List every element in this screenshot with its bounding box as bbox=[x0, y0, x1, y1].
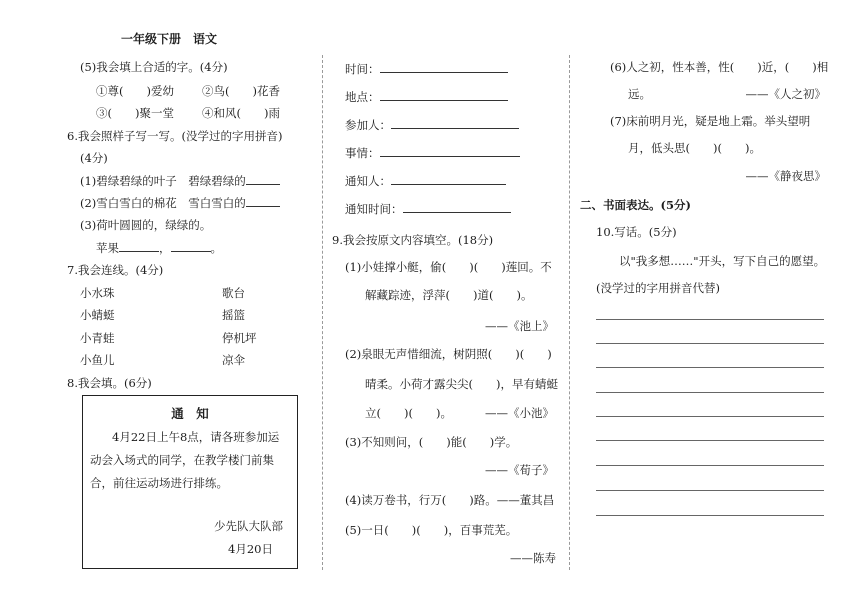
q6-line-2: (2)雪白雪白的棉花 雪白雪白的 bbox=[80, 195, 280, 211]
column-divider-1 bbox=[322, 55, 323, 570]
writing-line[interactable] bbox=[596, 367, 824, 368]
blank-line[interactable] bbox=[380, 100, 508, 101]
blank-line[interactable] bbox=[380, 72, 508, 73]
q9-p3-source: ——《荀子》 bbox=[485, 463, 554, 477]
blank-line[interactable] bbox=[119, 251, 159, 252]
q7-left-2[interactable]: 小蜻蜓 bbox=[80, 308, 115, 322]
q9-p5-source: ——陈寿 bbox=[510, 551, 556, 565]
header-subject: 语文 bbox=[193, 32, 218, 46]
writing-line[interactable] bbox=[596, 490, 824, 491]
blank-line[interactable] bbox=[403, 212, 511, 213]
q9-p6-line-2: 远。 bbox=[628, 87, 651, 101]
q9-p6-line-1: (6)人之初，性本善，性( )近，( )相 bbox=[610, 60, 829, 74]
notice-line-1: 4月22日上午8点，请各班参加运 bbox=[112, 430, 280, 444]
q5-item-3: ③( )聚一堂 bbox=[96, 106, 174, 120]
writing-line[interactable] bbox=[596, 392, 824, 393]
q9-p2-line-1: (2)泉眼无声惜细流，树阴照( )( ) bbox=[345, 347, 552, 361]
q10-instruction-1: 以"我多想……"开头，写下自己的愿望。 bbox=[619, 254, 826, 268]
q7-right-4[interactable]: 凉伞 bbox=[222, 353, 245, 367]
q9-p7-source: ——《静夜思》 bbox=[745, 169, 826, 183]
field-notifier: 通知人： bbox=[345, 173, 506, 189]
q9-p1-source: ——《池上》 bbox=[485, 319, 554, 333]
field-event: 事情： bbox=[345, 145, 520, 161]
writing-line[interactable] bbox=[596, 319, 824, 320]
q7-left-3[interactable]: 小青蛙 bbox=[80, 331, 115, 345]
q5-item-2: ②鸟( )花香 bbox=[202, 84, 280, 98]
notice-line-3: 合，前往运动场进行排练。 bbox=[90, 476, 228, 490]
q9-p7-line-1: (7)床前明月光，疑是地上霜。举头望明 bbox=[610, 114, 811, 128]
blank-line[interactable] bbox=[380, 156, 520, 157]
q6-line-4: 苹果 ， 。 bbox=[96, 241, 222, 255]
q5-item-4: ④和风( )雨 bbox=[202, 106, 280, 120]
q6-line-3: (3)荷叶圆圆的，绿绿的。 bbox=[80, 218, 212, 232]
q9-p2-line-3: 立( )( )。 bbox=[365, 406, 452, 420]
q9-p1-line-2: 解藏踪迹，浮萍( )道( )。 bbox=[365, 288, 533, 302]
writing-line[interactable] bbox=[596, 515, 824, 516]
q9-p7-line-2: 月，低头思( )( )。 bbox=[628, 141, 761, 155]
header-grade: 一年级下册 bbox=[121, 32, 182, 46]
field-time: 时间： bbox=[345, 61, 508, 77]
notice-line-2: 动会入场式的同学，在教学楼门前集 bbox=[90, 453, 274, 467]
writing-line[interactable] bbox=[596, 465, 824, 466]
q9-p6-source: ——《人之初》 bbox=[745, 87, 826, 101]
field-participants: 参加人： bbox=[345, 117, 519, 133]
q9-p1-line-1: (1)小娃撑小艇，偷( )( )莲回。不 bbox=[345, 260, 552, 274]
notice-date: 4月20日 bbox=[228, 542, 273, 556]
blank-line[interactable] bbox=[391, 128, 519, 129]
blank-line[interactable] bbox=[171, 251, 211, 252]
blank-line[interactable] bbox=[391, 184, 506, 185]
writing-line[interactable] bbox=[596, 416, 824, 417]
q7-right-3[interactable]: 停机坪 bbox=[222, 331, 257, 345]
field-place: 地点： bbox=[345, 89, 508, 105]
q9-p5: (5)一日( )( )，百事荒芜。 bbox=[345, 523, 518, 537]
blank-line[interactable] bbox=[246, 184, 280, 185]
writing-line[interactable] bbox=[596, 343, 824, 344]
field-notice-time: 通知时间： bbox=[345, 201, 511, 217]
q9-title: 9.我会按原文内容填空。(18分) bbox=[332, 233, 494, 247]
q10-title: 10.写话。(5分) bbox=[596, 225, 677, 239]
q7-title: 7.我会连线。(4分) bbox=[67, 263, 164, 277]
q9-p2-line-2: 晴柔。小荷才露尖尖( )，早有蜻蜓 bbox=[365, 377, 558, 391]
q10-instruction-2: (没学过的字用拼音代替) bbox=[596, 281, 720, 295]
q6-score: (4分) bbox=[80, 151, 108, 165]
q9-p3: (3)不知则问，( )能( )学。 bbox=[345, 435, 518, 449]
writing-line[interactable] bbox=[596, 440, 824, 441]
q5-title: (5)我会填上合适的字。(4分) bbox=[80, 60, 228, 74]
q9-p2-source: ——《小池》 bbox=[485, 406, 554, 420]
section-written-expression: 二、书面表达。(5分) bbox=[580, 198, 691, 212]
q8-title: 8.我会填。(6分) bbox=[67, 376, 152, 390]
q7-right-2[interactable]: 摇篮 bbox=[222, 308, 245, 322]
notice-title: 通 知 bbox=[171, 406, 209, 421]
q7-left-1[interactable]: 小水珠 bbox=[80, 286, 115, 300]
q6-line-1: (1)碧绿碧绿的叶子 碧绿碧绿的 bbox=[80, 173, 280, 189]
blank-line[interactable] bbox=[246, 206, 280, 207]
q7-left-4[interactable]: 小鱼儿 bbox=[80, 353, 115, 367]
q7-right-1[interactable]: 歌台 bbox=[222, 286, 245, 300]
column-divider-2 bbox=[569, 55, 570, 570]
q6-title: 6.我会照样子写一写。(没学过的字用拼音) bbox=[67, 129, 283, 143]
q5-item-1: ①尊( )爱幼 bbox=[96, 84, 174, 98]
notice-signature: 少先队大队部 bbox=[214, 519, 283, 533]
q9-p4: (4)读万卷书，行万( )路。——董其昌 bbox=[345, 493, 555, 507]
